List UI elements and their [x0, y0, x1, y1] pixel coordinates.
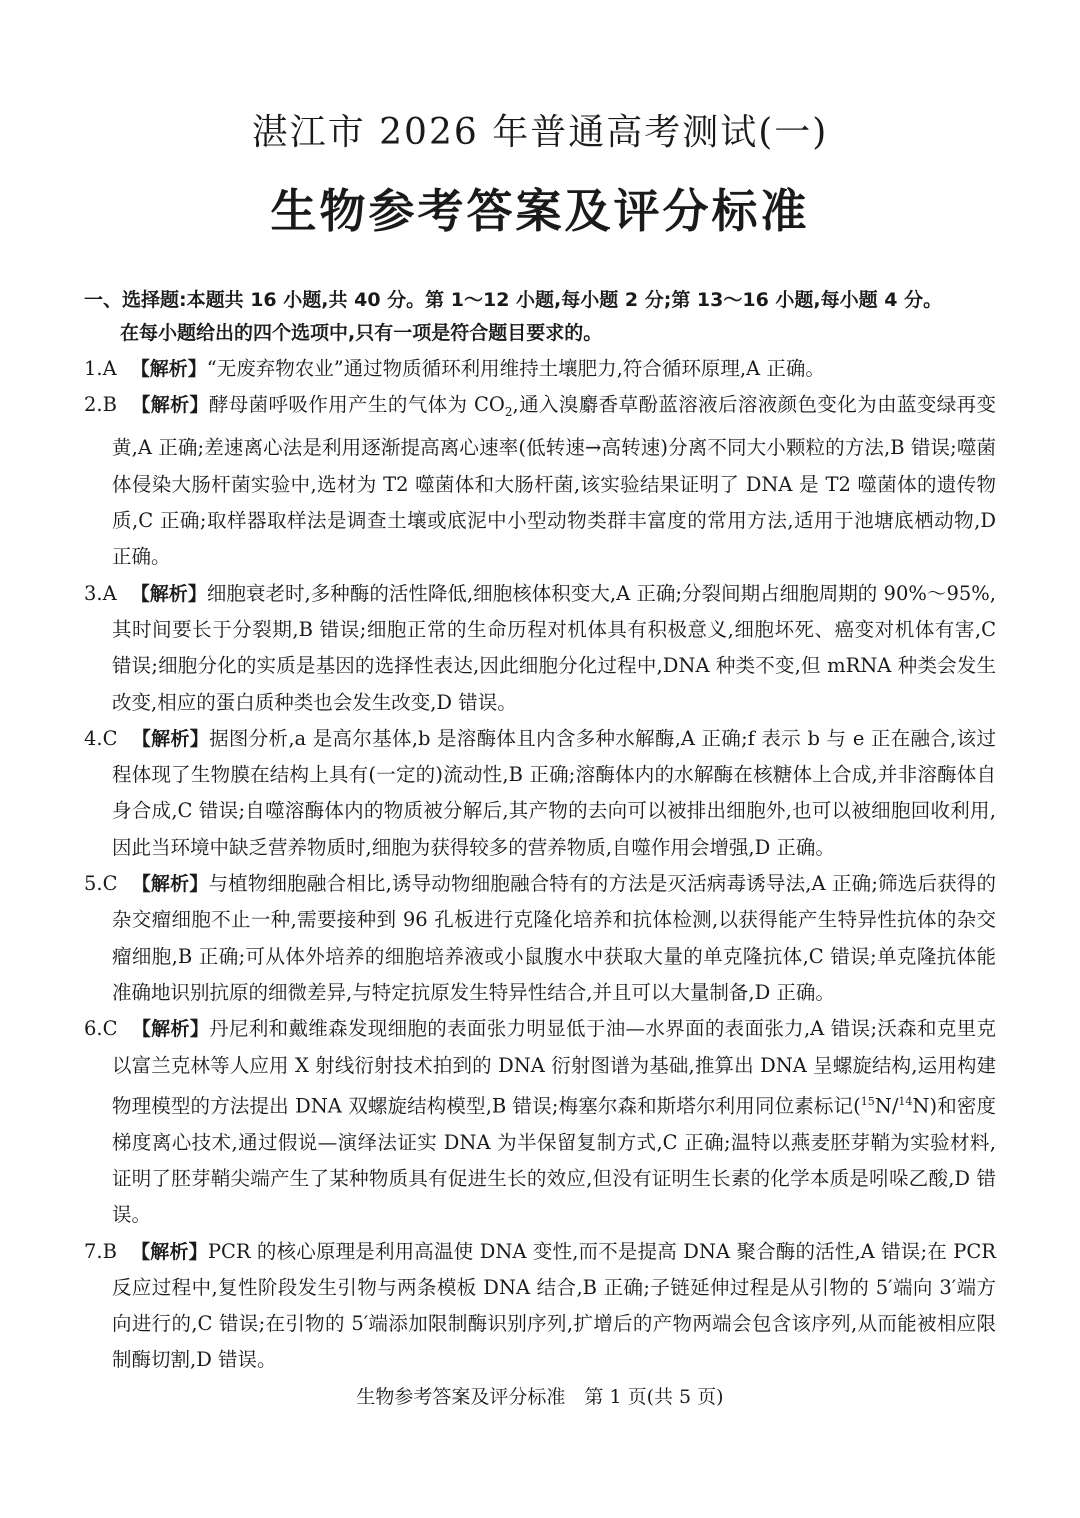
question-number: 5.: [84, 872, 103, 896]
analysis-tag: 【解析】: [131, 873, 209, 896]
superscript: 14: [898, 1094, 913, 1108]
analysis-tag: 【解析】: [130, 358, 207, 380]
section-heading-line1: 一、选择题:本题共 16 小题,共 40 分。第 1～12 小题,每小题 2 分;第 13～16 小题,每小题 4 分。: [84, 289, 943, 311]
answer-item-6: [84, 1011, 996, 1233]
analysis-text: 与植物细胞融合相比,诱导动物细胞融合特有的方法是灭活病毒诱导法,A 正确;筛选后获得的杂交瘤细胞不止一种,需要接种到 96 孔板进行克隆化培养和抗体检测,以获得能产生特异性抗体的杂交瘤细胞,B 正确;可从体外培养的细胞培养液或小鼠腹水中获取大量的单克隆抗体,C 错误;单克隆抗体能准确地识别抗原的细微差异,与特定抗原发生特异性结合,并且可以大量制备,D 正确。: [112, 872, 996, 1004]
analysis-text: “无废弃物农业”通过物质循环利用维持土壤肥力,符合循环原理,A 正确。: [206, 357, 825, 380]
analysis-tag: 【解析】: [130, 394, 209, 417]
answer-item-5: [84, 866, 996, 1011]
analysis-text: 细胞衰老时,多种酶的活性降低,细胞核体积变大,A 正确;分裂间期占细胞周期的 90%～95%,其时间要长于分裂期,B 错误;细胞正常的生命历程对机体具有积极意义,细胞坏死、癌变对机体有害,C 错误;细胞分化的实质是基因的选择性表达,因此细胞分化过程中,DNA 种类不变,但 mRNA 种类会发生改变,相应的蛋白质种类也会发生改变,D 错误。: [112, 581, 996, 714]
answer-item-4: [84, 721, 996, 866]
section-heading: [84, 284, 1004, 350]
analysis-text-cont: N)和密度梯度离心技术,通过假说—演绎法证实 DNA 为半保留复制方式,C 正确;温特以燕麦胚芽鞘为实验材料,证明了胚芽鞘尖端产生了某种物质具有促进生长的效应,但没有证明生长素的化学本质是吲哚乙酸,D 错误。: [112, 1094, 996, 1227]
subscript: 2: [504, 405, 513, 420]
analysis-text: 丹尼利和戴维森发现细胞的表面张力明显低于油—水界面的表面张力,A 错误;沃森和克里克以富兰克林等人应用 X 射线衍射技术拍到的 DNA 衍射图谱为基础,推算出 DNA 呈螺旋结构,运用构建物理模型的方法提出 DNA 双螺旋结构模型,B 错误;梅塞尔森和斯塔尔利用同位素标记(: [112, 1017, 996, 1118]
analysis-tag: 【解析】: [130, 582, 207, 605]
analysis-text: 酵母菌呼吸作用产生的气体为 CO: [208, 393, 505, 417]
question-number: 3.: [84, 581, 103, 605]
document-subtitle: 生物参考答案及评分标准: [270, 184, 810, 238]
analysis-tag: 【解析】: [130, 1240, 208, 1263]
superscript: 15: [860, 1094, 875, 1108]
exam-title: 湛江市 2026 年普通高考测试(一): [251, 112, 829, 153]
answer-choice: A: [102, 581, 117, 605]
answer-choice: B: [102, 1239, 117, 1263]
question-number: 1.: [84, 357, 103, 380]
answer-choice: A: [102, 357, 117, 380]
analysis-text: PCR 的核心原理是利用高温使 DNA 变性,而不是提高 DNA 聚合酶的活性,A 错误;在 PCR 反应过程中,复性阶段发生引物与两条模板 DNA 结合,B 正确;子链延伸过程是从引物的 5′端向 3′端方向进行的,C 错误;在引物的 5′端添加限制酶识别序列,扩增后的产物两端会包含该序列,从而能被相应限制酶切割,D 错误。: [112, 1239, 996, 1372]
question-number: 4.: [84, 726, 103, 750]
answer-choice: B: [102, 393, 117, 417]
question-number: 2.: [84, 393, 103, 417]
answer-item-2: [84, 387, 996, 575]
answer-list: [84, 351, 996, 1379]
analysis-text: 据图分析,a 是高尔基体,b 是溶酶体且内含多种水解酶,A 正确;f 表示 b 与 e 正在融合,该过程体现了生物膜在结构上具有(一定的)流动性,B 正确;溶酶体内的水解酶在核糖体上合成,并非溶酶体自身合成,C 错误;自噬溶酶体内的物质被分解后,其产物的去向可以被排出细胞外,也可以被细胞回收利用,因此当环境中缺乏营养物质时,细胞为获得较多的营养物质,自噬作用会增强,D 正确。: [112, 726, 996, 859]
analysis-tag: 【解析】: [131, 1018, 210, 1041]
question-number: 6.: [84, 1017, 103, 1041]
analysis-text-cont: ,通入溴麝香草酚蓝溶液后溶液颜色变化为由蓝变绿再变黄,A 正确;差速离心法是利用逐渐提高离心速率(低转速→高转速)分离不同大小颗粒的方法,B 错误;噬菌体侵染大肠杆菌实验中,选材为 T2 噬菌体和大肠杆菌,该实验结果证明了 DNA 是 T2 噬菌体的遗传物质,C 正确;取样器取样法是调查土壤或底泥中小型动物类群丰富度的常用方法,适用于池塘底栖动物,D 正确。: [112, 393, 996, 569]
answer-item-3: [84, 576, 996, 721]
section-heading-line2: 在每小题给出的四个选项中,只有一项是符合题目要求的。: [120, 322, 603, 344]
analysis-tag: 【解析】: [131, 727, 210, 750]
answer-choice: C: [102, 1017, 118, 1041]
page-footer: 生物参考答案及评分标准 第 1 页(共 5 页): [356, 1386, 724, 1408]
question-number: 7.: [84, 1239, 103, 1263]
answer-item-7: [84, 1234, 996, 1379]
answer-choice: C: [102, 726, 118, 750]
answer-choice: C: [102, 872, 118, 896]
isotope-text: N/: [874, 1094, 899, 1118]
answer-item-1: [84, 351, 996, 387]
